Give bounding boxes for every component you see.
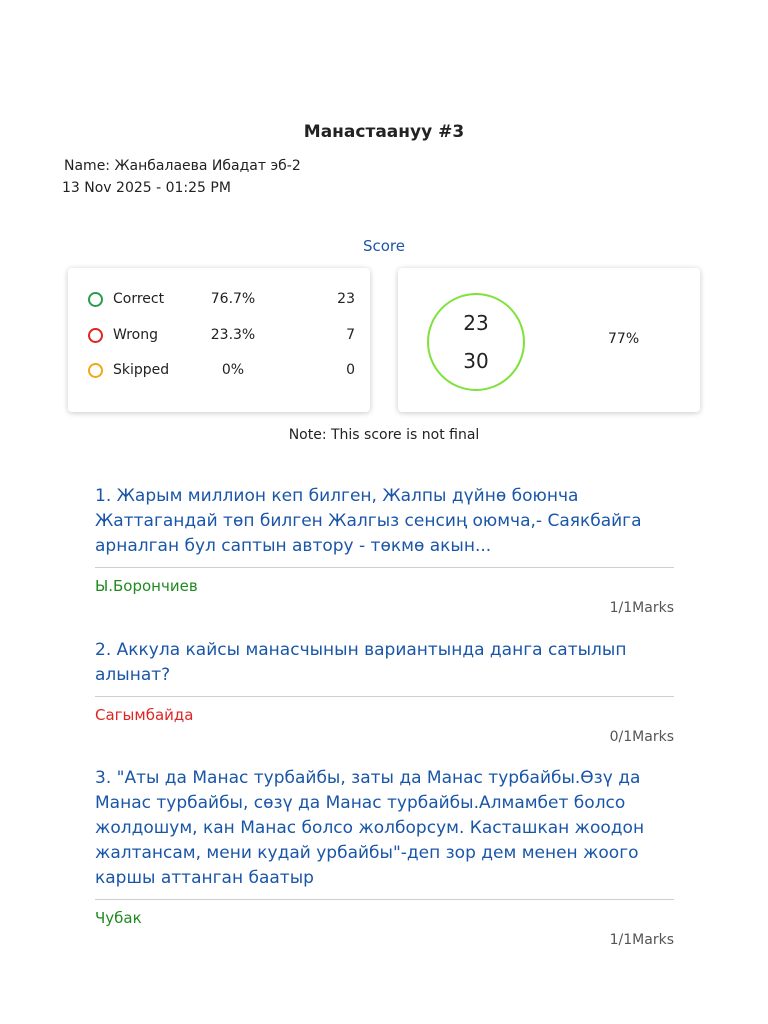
question-item bbox=[95, 484, 674, 616]
question-marks: 1/1Marks bbox=[609, 932, 674, 948]
score-breakdown-card bbox=[68, 268, 370, 412]
answer-text: Ы.Борончиев bbox=[95, 577, 198, 595]
answer-text: Сагымбайда bbox=[95, 706, 194, 724]
score-row-label: Wrong bbox=[113, 327, 158, 343]
score-row-label: Correct bbox=[113, 291, 165, 307]
score-percentage: 77% bbox=[608, 331, 640, 347]
score-note: Note: This score is not final bbox=[288, 427, 480, 443]
divider bbox=[95, 696, 674, 697]
divider bbox=[95, 899, 674, 900]
answer-text: Чубак bbox=[95, 909, 142, 927]
score-ring bbox=[427, 293, 525, 391]
submission-date: 13 Nov 2025 - 01:25 PM bbox=[62, 180, 231, 196]
score-row-label: Skipped bbox=[113, 362, 170, 378]
quiz-title: Манастаануу #3 bbox=[303, 122, 465, 142]
score-row-percent: 76.7% bbox=[210, 291, 256, 307]
question-text: 1. Жарым миллион кеп билген, Жалпы дүйнө боюнча Жаттагандай төп билген Жалгыз сенсиң оюмча,- Саякбайга арналган бул саптын автору - төкмө акын... bbox=[95, 486, 642, 556]
score-row-count: 0 bbox=[346, 362, 355, 378]
question-text: 3. "Аты да Манас турбайбы, заты да Манас турбайбы.Өзү да Манас турбайбы, сөзү да Манас турбайбы.Алмамбет болсо жолдошум, кан Манас болсо жолборсум. Касташкан жоодон жалтансам, мени кудай урбайбы"-деп зор дем менен жоого каршы аттанган баатыр bbox=[95, 768, 645, 888]
score-row-correct bbox=[68, 291, 370, 313]
question-item bbox=[95, 638, 674, 745]
score-obtained: 23 bbox=[463, 311, 489, 335]
score-heading: Score bbox=[362, 237, 405, 255]
score-row-wrong bbox=[68, 327, 370, 349]
skipped-circle-icon bbox=[88, 363, 103, 378]
score-row-count: 23 bbox=[337, 291, 355, 307]
score-row-count: 7 bbox=[346, 327, 355, 343]
score-row-percent: 0% bbox=[221, 362, 245, 378]
correct-circle-icon bbox=[88, 292, 103, 307]
question-marks: 0/1Marks bbox=[609, 729, 674, 745]
score-row-percent: 23.3% bbox=[210, 327, 256, 343]
question-text: 2. Аккула кайсы манасчынын вариантында данга сатылып алынат? bbox=[95, 640, 627, 685]
score-row-skipped bbox=[68, 362, 370, 384]
student-name: Name: Жанбалаева Ибадат эб-2 bbox=[64, 158, 301, 174]
question-marks: 1/1Marks bbox=[609, 600, 674, 616]
question-item bbox=[95, 766, 674, 948]
divider bbox=[95, 567, 674, 568]
score-total: 30 bbox=[463, 349, 489, 373]
wrong-circle-icon bbox=[88, 328, 103, 343]
score-summary-card bbox=[398, 268, 700, 412]
